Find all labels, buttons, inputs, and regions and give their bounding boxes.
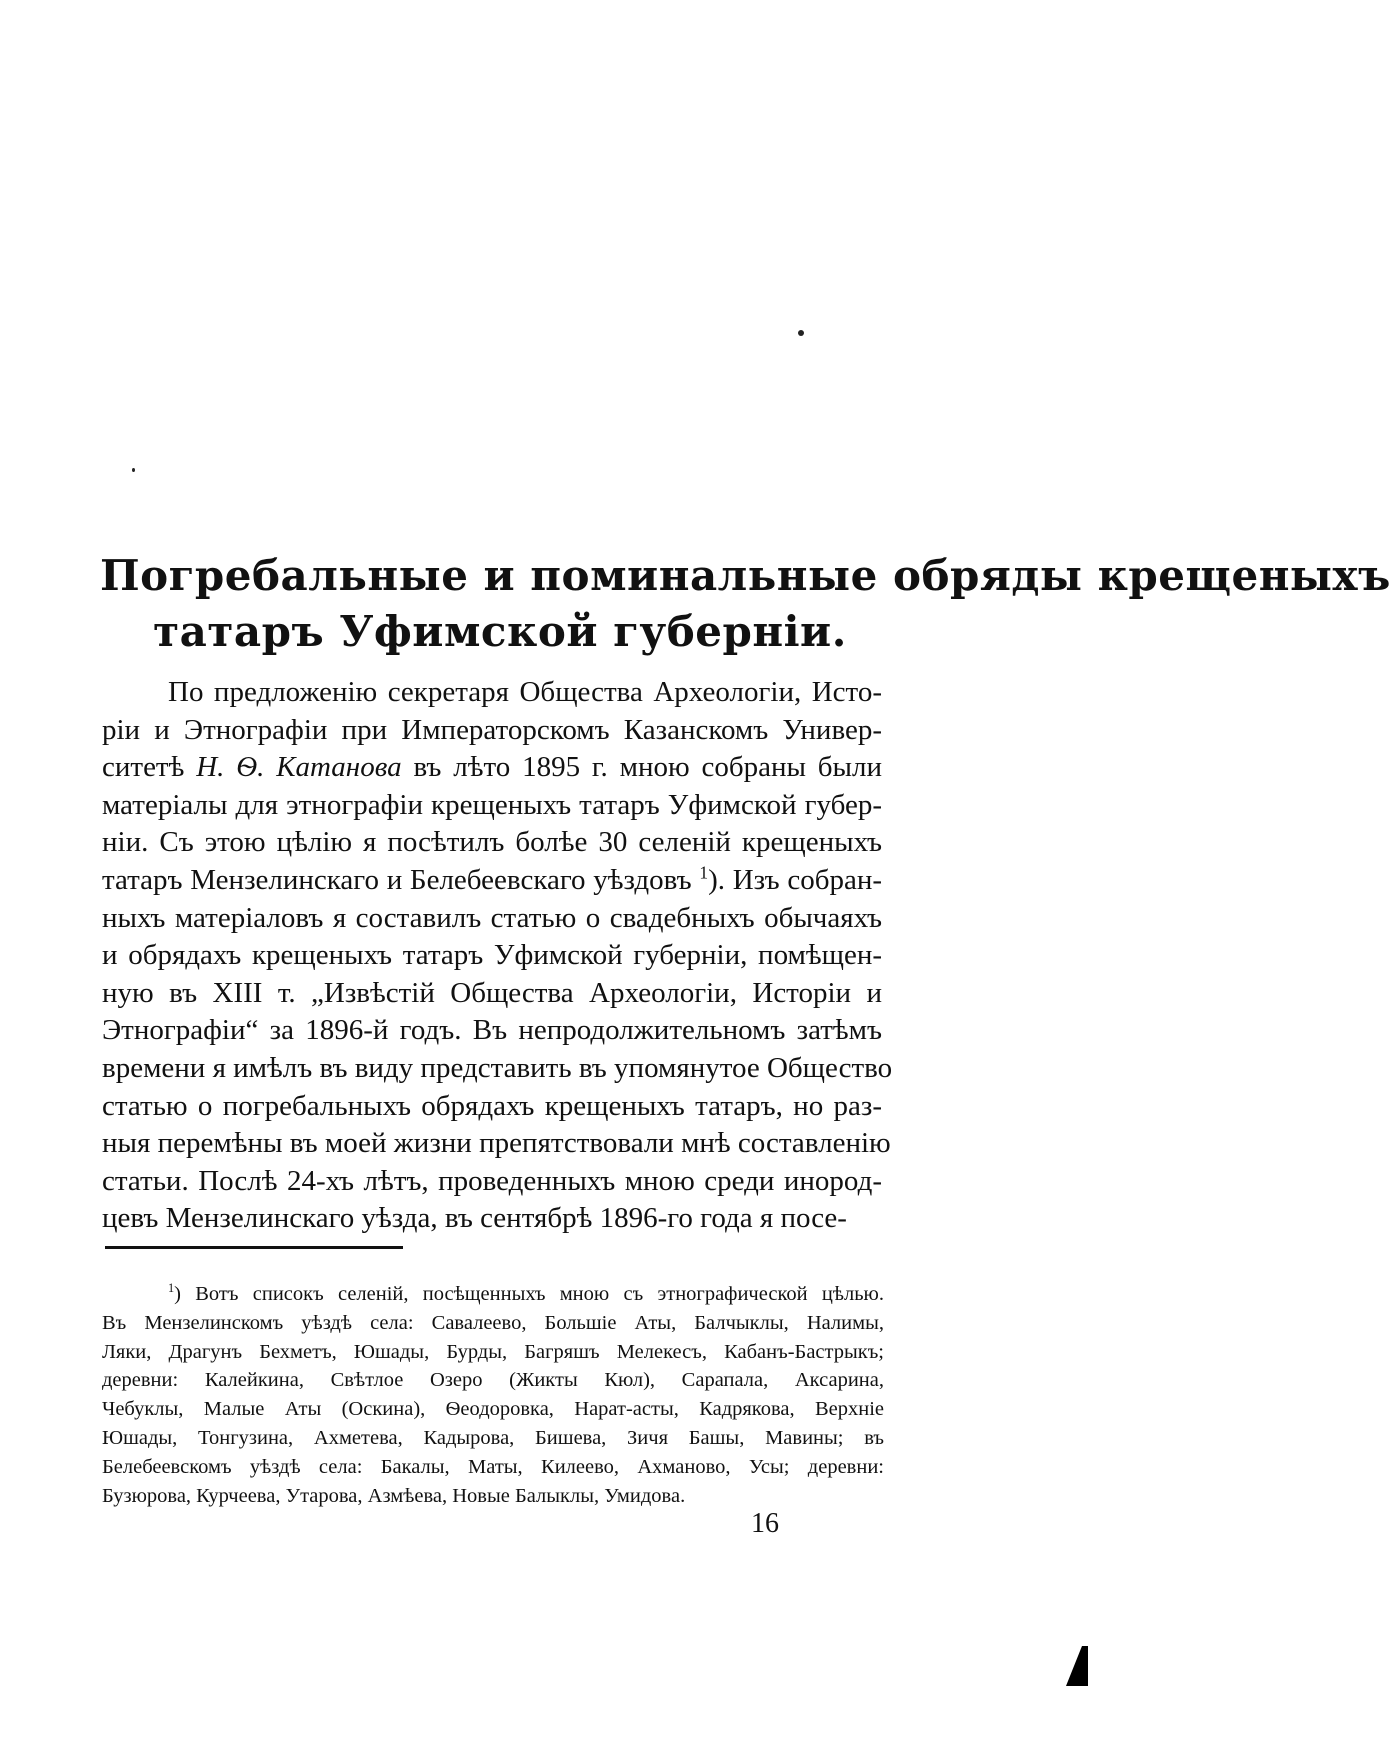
- body-line: [102, 862, 882, 900]
- body-line: По предложенію секретаря Общества Археологіи, Исто-: [168, 676, 882, 708]
- body-line: ріи и Этнографіи при Императорскомъ Казанскомъ Универ-: [102, 713, 882, 746]
- footnote-marker: 1: [168, 1281, 175, 1296]
- body-line: [102, 749, 882, 787]
- footnote-line: Ляки, Драгунъ Бехметъ, Юшады, Бурды, Багряшъ Мелекесъ, Кабанъ-Бастрыкъ;: [102, 1340, 884, 1363]
- body-line: и обрядахъ крещеныхъ татаръ Уфимской губерніи, помѣщен-: [102, 939, 882, 972]
- body-line: цевъ Мензелинскаго уѣзда, въ сентябрѣ 1896-го года я посе-: [102, 1202, 847, 1235]
- body-line: статьи. Послѣ 24-хъ лѣтъ, проведенныхъ мною среди инород-: [102, 1164, 882, 1197]
- footnote-line: Въ Мензелинскомъ уѣздѣ села: Савалеево, Большіе Аты, Балчыклы, Налимы,: [102, 1311, 884, 1334]
- footnote-line: [102, 1280, 884, 1309]
- print-speck: [132, 468, 135, 472]
- body-line: ныхъ матеріаловъ я составилъ статью о свадебныхъ обычаяхъ: [102, 901, 882, 934]
- page-number: 16: [751, 1508, 779, 1539]
- body-line: матеріалы для этнографіи крещеныхъ татаръ Уфимской губер-: [102, 788, 882, 821]
- body-line: времени я имѣлъ въ виду представить въ упомянутое Общество: [102, 1051, 893, 1084]
- body-text-fragment: ). Изъ собран-: [708, 863, 883, 896]
- footnote-divider: [105, 1246, 403, 1249]
- article-body: [102, 674, 893, 1238]
- body-line: статью о погребальныхъ обрядахъ крещеныхъ татаръ, но раз-: [102, 1089, 882, 1122]
- body-text-fragment: татаръ Мензелинскаго и Белебеевскаго уѣздовъ: [102, 863, 692, 896]
- footnote: [102, 1280, 884, 1510]
- footnote-line: Чебуклы, Малые Аты (Оскина), Ѳеодоровка, Нарат-асты, Кадрякова, Верхніе: [102, 1398, 884, 1421]
- footnote-line: Юшады, Тонгузина, Ахметева, Кадырова, Бишева, Зичя Башы, Мавины; въ: [102, 1426, 884, 1449]
- body-text-fragment: ситетѣ: [102, 751, 185, 784]
- body-line: Этнографіи“ за 1896-й годъ. Въ непродолжительномъ затѣмъ: [102, 1014, 882, 1047]
- article-title: [100, 548, 1391, 660]
- title-line-2: татаръ Уфимской губерніи.: [153, 607, 847, 656]
- title-line-1: Погребальные и поминальные обряды крещеныхъ: [100, 551, 1391, 600]
- author-name: Н. Ѳ. Катанова: [196, 751, 402, 784]
- body-text-fragment: въ лѣто 1895 г. мною собраны были: [413, 751, 883, 784]
- body-line: ную въ XIII т. „Извѣстій Общества Археологіи, Исторіи и: [102, 976, 882, 1009]
- corner-mark-icon: [1066, 1646, 1088, 1686]
- print-speck: [798, 330, 804, 336]
- body-line: ныя перемѣны въ моей жизни препятствовали мнѣ составленію: [102, 1127, 891, 1160]
- footnote-reference: 1: [699, 862, 709, 883]
- footnote-line: деревни: Калейкина, Свѣтлое Озеро (Жикты Кюл), Сарапала, Аксарина,: [102, 1369, 884, 1392]
- footnote-line: Бузюрова, Курчеева, Утарова, Азмѣева, Новые Балыклы, Умидова.: [102, 1484, 686, 1507]
- footnote-text: ) Вотъ списокъ селеній, посѣщенныхъ мною съ этнографической цѣлью.: [174, 1283, 884, 1305]
- body-line: ніи. Съ этою цѣлію я посѣтилъ болѣе 30 селеній крещеныхъ: [102, 826, 882, 859]
- footnote-line: Белебеевскомъ уѣздѣ села: Бакалы, Маты, Килеево, Ахманово, Усы; деревни:: [102, 1455, 884, 1478]
